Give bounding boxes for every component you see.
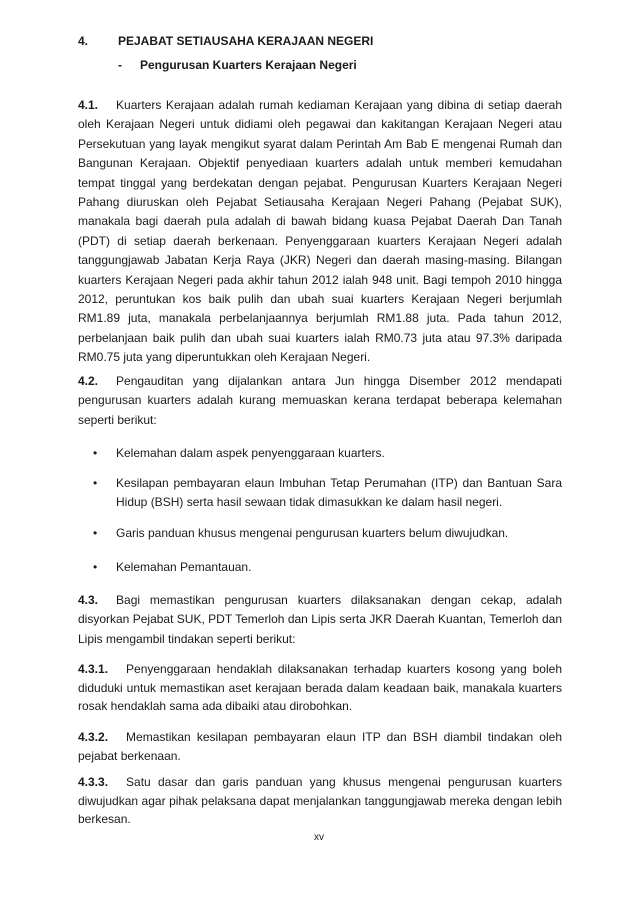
paragraph-text: Bagi memastikan pengurusan kuarters dilaksanakan dengan cekap, adalah disyorkan Pejabat SUK, PDT Temerloh dan Lipis serta JKR Daerah Kuantan, Temerloh dan Lipis mengambil tindakan seperti berikut: (78, 593, 562, 646)
list-item (78, 558, 562, 577)
bullet-icon: • (93, 560, 98, 574)
paragraph-text: Penyenggaraan hendaklah dilaksanakan terhadap kuarters kosong yang boleh diduduki untuk memastikan aset kerajaan berada dalam keadaan baik, manakala kuarters rosak hendaklah sama ada dibaiki atau dirobohkan. (78, 662, 562, 713)
list-item-text: Kelemahan dalam aspek penyenggaraan kuarters. (116, 446, 385, 460)
section-heading (78, 32, 373, 51)
findings-list (78, 524, 562, 543)
list-item-text: Garis panduan khusus mengenai pengurusan kuarters belum diwujudkan. (116, 526, 509, 540)
paragraph-number: 4.2. (78, 374, 99, 388)
findings-list (78, 558, 562, 577)
list-item-text: Kelemahan Pemantauan. (116, 560, 252, 574)
paragraph-number: 4.3.1. (78, 662, 109, 676)
paragraph-4-2 (78, 372, 562, 430)
list-item (78, 524, 562, 543)
paragraph-4-1 (78, 96, 562, 368)
paragraph-4-3-2 (78, 728, 562, 765)
findings-list (78, 444, 562, 463)
subheading-dash: - (118, 58, 122, 72)
paragraph-number: 4.1. (78, 98, 99, 112)
section-subheading (118, 56, 357, 75)
paragraph-number: 4.3.3. (78, 775, 109, 789)
paragraph-4-3-3 (78, 773, 562, 829)
paragraph-text: Kuarters Kerajaan adalah rumah kediaman Kerajaan yang dibina di setiap daerah oleh Kerajaan Negeri untuk didiami oleh pegawai dan kakitangan Kerajaan Negeri atau Persekutuan yang layak mengikut syarat dalam Perintah Am Bab E mengenai Rumah dan Bangunan Kerajaan. Objektif penyediaan kuarters adalah untuk memberi kemudahan tempat tinggal yang berdekatan dengan pejabat. Pengurusan Kuarters Kerajaan Negeri Pahang diuruskan oleh Pejabat Setiausaha Kerajaan Negeri Pahang (Pejabat SUK), manakala bagi daerah pula adalah di bawah bidang kuasa Pejabat Daerah Dan Tanah (PDT) di setiap daerah berkenaan. Penyenggaraan kuarters Kerajaan Negeri adalah tanggungjawab Jabatan Kerja Raya (JKR) Negeri dan daerah masing-masing. Bilangan kuarters Kerajaan Negeri pada akhir tahun 2012 ialah 948 unit. Bagi tempoh 2010 hingga 2012, peruntukan kos baik pulih dan ubah suai kuarters Kerajaan Negeri berjumlah RM1.89 juta, manakala perbelanjaannya berjumlah RM1.88 juta. Pada tahun 2012, perbelanjaan baik pulih dan ubah suai kuarters ialah RM0.73 juta atau 97.3% daripada RM0.75 juta yang diperuntukkan oleh Kerajaan Negeri. (78, 98, 562, 365)
paragraph-text: Pengauditan yang dijalankan antara Jun hingga Disember 2012 mendapati pengurusan kuarters adalah kurang memuaskan kerana terdapat beberapa kelemahan seperti berikut: (78, 374, 562, 427)
list-item (78, 444, 562, 463)
section-subtitle: Pengurusan Kuarters Kerajaan Negeri (140, 58, 357, 72)
section-number: 4. (78, 34, 89, 48)
paragraph-4-3-1 (78, 660, 562, 716)
paragraph-number: 4.3.2. (78, 730, 109, 744)
page-number: xv (314, 832, 324, 843)
paragraph-text: Satu dasar dan garis panduan yang khusus mengenai pengurusan kuarters diwujudkan agar pihak pelaksana dapat menjalankan tanggungjawab mereka dengan lebih berkesan. (78, 775, 562, 826)
findings-list (78, 474, 562, 512)
bullet-icon: • (93, 526, 98, 540)
bullet-icon: • (93, 476, 98, 490)
list-item-text: Kesilapan pembayaran elaun Imbuhan Tetap Perumahan (ITP) dan Bantuan Sara Hidup (BSH) serta hasil sewaan tidak dimasukkan ke dalam hasil negeri. (116, 476, 562, 509)
list-item (78, 474, 562, 512)
section-title: PEJABAT SETIAUSAHA KERAJAAN NEGERI (118, 34, 374, 48)
paragraph-text: Memastikan kesilapan pembayaran elaun ITP dan BSH diambil tindakan oleh pejabat berkenaan. (78, 730, 562, 763)
bullet-icon: • (93, 446, 98, 460)
paragraph-4-3 (78, 591, 562, 649)
paragraph-number: 4.3. (78, 593, 99, 607)
